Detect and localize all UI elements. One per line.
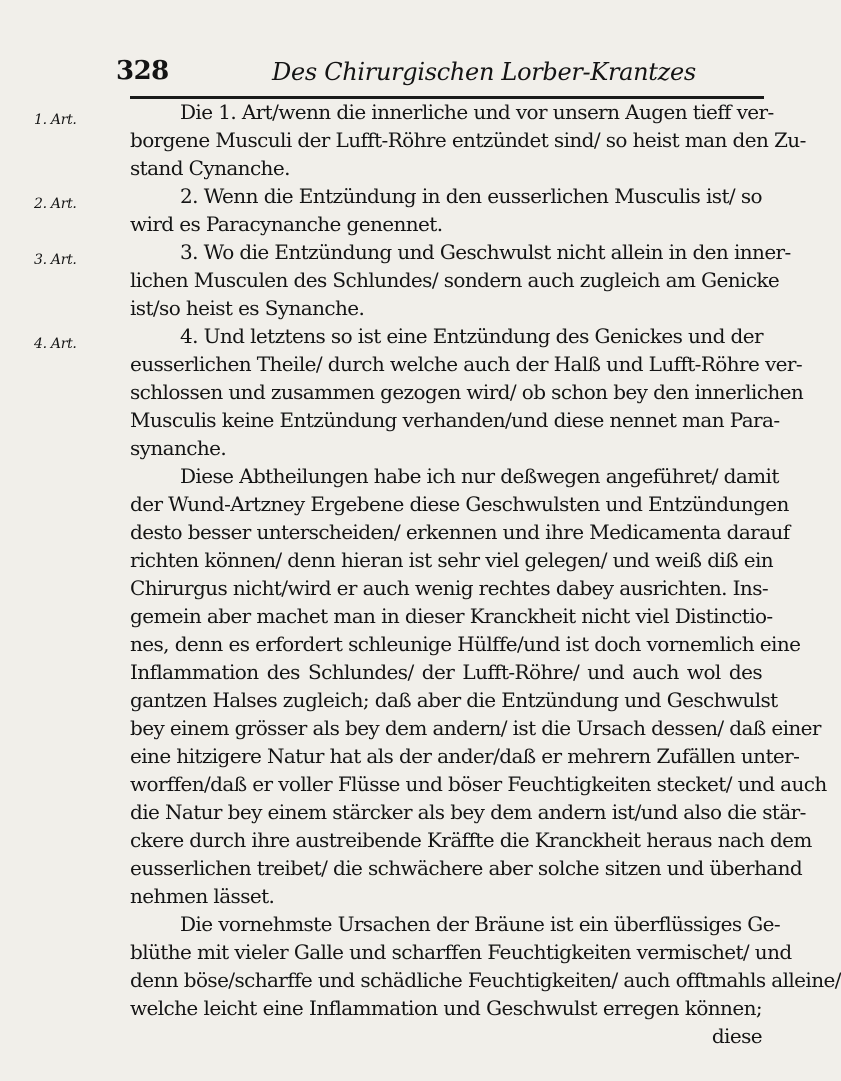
- text-line: gemein aber machet man in dieser Kranckheit nicht viel Distinctio-: [130, 604, 773, 628]
- text-line: nes, denn es erfordert schleunige Hülffe/und ist doch vornemlich eine: [130, 632, 801, 656]
- text-line: lichen Musculen des Schlundes/ sondern auch zugleich am Genicke: [130, 268, 780, 292]
- text-line: 4. Und letztens so ist eine Entzündung des Genickes und der: [180, 324, 763, 348]
- page-header: [112, 50, 762, 90]
- text-line: borgene Musculi der Lufft-Röhre entzündet sind/ so heist man den Zu-: [130, 128, 806, 152]
- catchword: diese: [711, 1024, 762, 1048]
- text-line: bey einem grösser als bey dem andern/ ist die Ursach dessen/ daß einer: [130, 716, 821, 740]
- text-line: 2. Wenn die Entzündung in den eusserlichen Musculis ist/ so: [180, 184, 762, 208]
- text-line: Die 1. Art/wenn die innerliche und vor unsern Augen tieff ver-: [180, 100, 774, 124]
- text-line: die Natur bey einem stärcker als bey dem andern ist/und also die stär-: [130, 800, 806, 824]
- text-line: eusserlichen Theile/ durch welche auch der Halß und Lufft-Röhre ver-: [130, 352, 803, 376]
- text-line: Diese Abtheilungen habe ich nur deßwegen angeführet/ damit: [180, 464, 779, 488]
- text-line: Chirurgus nicht/wird er auch wenig rechtes dabey ausrichten. Ins-: [130, 576, 769, 600]
- text-line: stand Cynanche.: [130, 156, 290, 180]
- text-line: ist/so heist es Synanche.: [130, 296, 365, 320]
- text-line: ckere durch ihre austreibende Kräffte die Kranckheit heraus nach dem: [130, 828, 812, 852]
- running-title: Des Chirurgischen Lorber-Krantzes: [272, 58, 696, 86]
- text-line: nehmen lässet.: [130, 884, 275, 908]
- margin-note-art-2: 2. Art.: [34, 196, 77, 212]
- text-line: eine hitzigere Natur hat als der ander/daß er mehrern Zufällen unter-: [130, 744, 800, 768]
- text-line: denn böse/scharffe und schädliche Feuchtigkeiten/ auch offtmahls alleine/: [130, 968, 841, 992]
- text-line: synanche.: [130, 436, 227, 460]
- body-text: [130, 98, 841, 1050]
- text-line: richten können/ denn hieran ist sehr viel gelegen/ und weiß diß ein: [130, 548, 774, 572]
- text-line: Inflammation des Schlundes/ der Lufft-Röhre/ und auch wol des: [130, 660, 762, 684]
- text-line: Die vornehmste Ursachen der Bräune ist ein überflüssiges Ge-: [180, 912, 781, 936]
- text-line: wird es Paracynanche genennet.: [130, 212, 443, 236]
- text-line: Musculis keine Entzündung verhanden/und diese nennet man Para-: [130, 408, 780, 432]
- text-line: der Wund-Artzney Ergebene diese Geschwulsten und Entzündungen: [130, 492, 789, 516]
- text-line: gantzen Halses zugleich; daß aber die Entzündung und Geschwulst: [130, 688, 778, 712]
- margin-note-art-1: 1. Art.: [34, 112, 77, 128]
- page-number: 328: [116, 56, 169, 86]
- text-line: desto besser unterscheiden/ erkennen und ihre Medicamenta darauf: [130, 520, 790, 544]
- margin-note-art-3: 3. Art.: [34, 252, 77, 268]
- text-line: worffen/daß er voller Flüsse und böser Feuchtigkeiten stecket/ und auch: [130, 772, 827, 796]
- text-line: eusserlichen treibet/ die schwächere aber solche sitzen und überhand: [130, 856, 803, 880]
- text-line: schlossen und zusammen gezogen wird/ ob schon bey den innerlichen: [130, 380, 804, 404]
- margin-note-art-4: 4. Art.: [34, 336, 77, 352]
- text-line: 3. Wo die Entzündung und Geschwulst nicht allein in den inner-: [180, 240, 791, 264]
- text-line: welche leicht eine Inflammation und Geschwulst erregen können;: [130, 996, 762, 1020]
- text-line: blüthe mit vieler Galle und scharffen Feuchtigkeiten vermischet/ und: [130, 940, 792, 964]
